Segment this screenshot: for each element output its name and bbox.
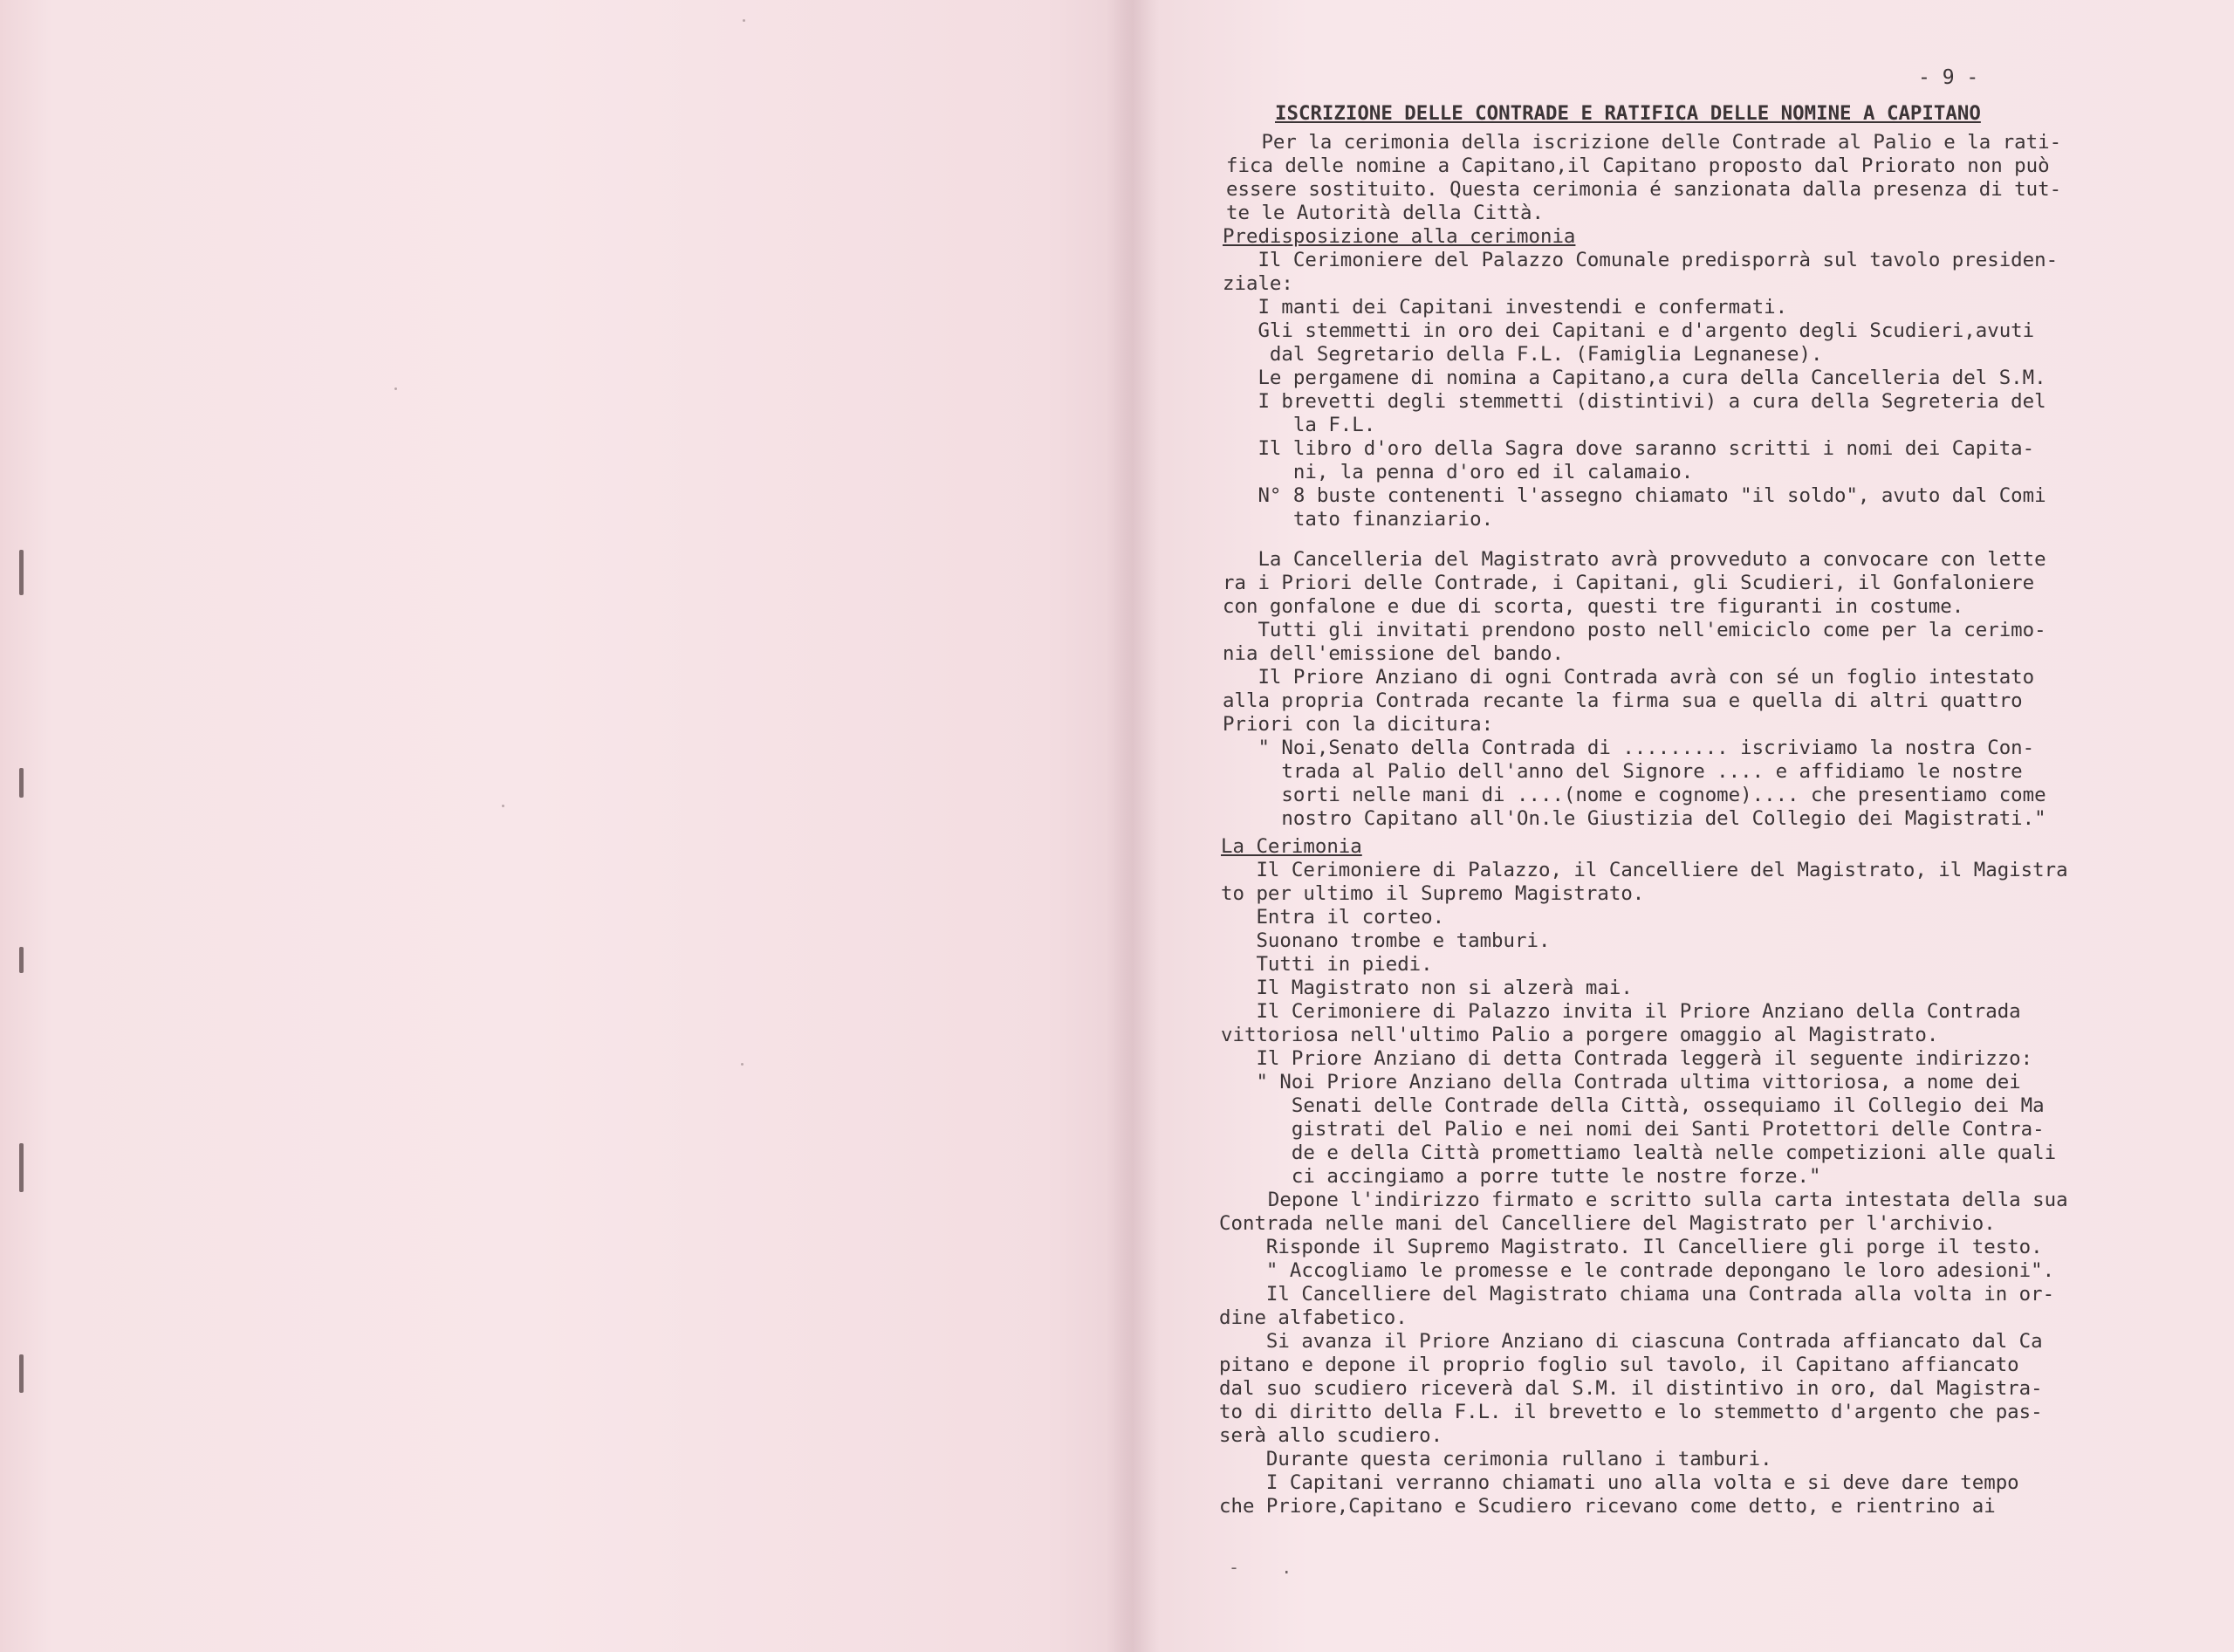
page-edge-mark <box>19 947 24 973</box>
text-line: " Noi Priore Anziano della Contrada ultima vittoriosa, a nome dei <box>1221 1071 2021 1094</box>
text-line: to per ultimo il Supremo Magistrato. <box>1221 882 1645 906</box>
text-line: Il Priore Anziano di detta Contrada leggerà il seguente indirizzo: <box>1221 1047 2033 1071</box>
text-line: Gli stemmetti in oro dei Capitani e d'argento degli Scudieri,avuti <box>1223 319 2035 342</box>
text-line: Tutti in piedi. <box>1221 953 1433 977</box>
text-line: Risponde il Supremo Magistrato. Il Cancelliere gli porge il testo. <box>1219 1236 2043 1259</box>
text-line: " Noi,Senato della Contrada di ......... iscriviamo la nostra Con- <box>1223 736 2035 759</box>
text-line: Suonano trombe e tamburi. <box>1221 929 1551 953</box>
text-line: la F.L. <box>1223 414 1376 436</box>
page-edge-mark <box>19 768 24 798</box>
text-line: Tutti gli invitati prendono posto nell'emiciclo come per la cerimo- <box>1223 618 2046 641</box>
text-line: I brevetti degli stemmetti (distintivi) a cura della Segreteria del <box>1223 390 2046 413</box>
text-line: Durante questa cerimonia rullano i tamburi. <box>1219 1448 1772 1471</box>
text-line: ci accingiamo a porre tutte le nostre forze." <box>1221 1165 1821 1189</box>
paper-speck <box>394 387 397 390</box>
text-line: I manti dei Capitani investendi e confermati. <box>1223 296 1788 319</box>
predisposizione-heading: Predisposizione alla cerimonia <box>1223 225 1576 248</box>
text-line: dal Segretario della F.L. (Famiglia Legnanese). <box>1223 343 1823 366</box>
text-line: te le Autorità della Città. <box>1226 202 1544 224</box>
text-line: gistrati del Palio e nei nomi dei Santi Protettori delle Contra- <box>1221 1118 2045 1141</box>
text-line: nia dell'emissione del bando. <box>1223 641 1564 665</box>
page-bottom-marks: - . <box>1229 1557 1292 1578</box>
text-line: ni, la penna d'oro ed il calamaio. <box>1223 461 1694 483</box>
paper-speck <box>502 805 504 807</box>
text-line: I Capitani verranno chiamati uno alla volta e si deve dare tempo <box>1219 1471 2019 1495</box>
text-line: Il libro d'oro della Sagra dove saranno scritti i nomi dei Capita- <box>1223 437 2035 460</box>
cerimonia-heading: La Cerimonia <box>1221 835 1362 859</box>
text-line: to di diritto della F.L. il brevetto e lo stemmetto d'argento che pas- <box>1219 1401 2043 1424</box>
book-gutter <box>1107 0 1159 1652</box>
text-line: N° 8 buste contenenti l'assegno chiamato "il soldo", avuto dal Comi <box>1223 484 2046 507</box>
text-line: La Cancelleria del Magistrato avrà provveduto a convocare con lette <box>1223 547 2046 571</box>
page-edge-mark <box>19 1143 24 1192</box>
text-line: de e della Città promettiamo lealtà nelle competizioni alle quali <box>1221 1141 2057 1165</box>
text-line: Il Magistrato non si alzerà mai. <box>1221 977 1633 1000</box>
text-line: Priori con la dicitura: <box>1223 712 1494 736</box>
paper-speck <box>741 1063 744 1066</box>
text-line: Entra il corteo. <box>1221 906 1445 929</box>
document-title: ISCRIZIONE DELLE CONTRADE E RATIFICA DELLE NOMINE A CAPITANO <box>1275 102 1981 125</box>
text-line: essere sostituito. Questa cerimonia é sanzionata dalla presenza di tut- <box>1226 178 2062 201</box>
text-line: Il Cerimoniere di Palazzo invita il Priore Anziano della Contrada <box>1221 1000 2021 1024</box>
text-line: che Priore,Capitano e Scudiero ricevano come detto, e rientrino ai <box>1219 1495 1996 1518</box>
text-line: dine alfabetico. <box>1219 1306 1408 1330</box>
text-line: tato finanziario. <box>1223 508 1494 531</box>
text-line: Il Cerimoniere di Palazzo, il Cancelliere del Magistrato, il Magistra <box>1221 859 2068 882</box>
text-line: serà allo scudiero. <box>1219 1424 1443 1448</box>
page-edge-mark <box>19 1354 24 1393</box>
text-line: Contrada nelle mani del Cancelliere del Magistrato per l'archivio. <box>1219 1212 1996 1236</box>
text-line: alla propria Contrada recante la firma sua e quella di altri quattro <box>1223 689 2023 712</box>
text-line: Il Cerimoniere del Palazzo Comunale predisporrà sul tavolo presiden- <box>1223 249 2059 271</box>
text-line: Il Priore Anziano di ogni Contrada avrà con sé un foglio intestato <box>1223 665 2035 689</box>
text-line: " Accogliamo le promesse e le contrade depongano le loro adesioni". <box>1219 1259 2055 1283</box>
text-line: nostro Capitano all'On.le Giustizia del Collegio dei Magistrati." <box>1223 806 2046 830</box>
text-line: Il Cancelliere del Magistrato chiama una Contrada alla volta in or- <box>1219 1283 2055 1306</box>
page-edge-mark <box>19 550 24 595</box>
text-line: trada al Palio dell'anno del Signore .... e affidiamo le nostre <box>1223 759 2023 783</box>
text-line: fica delle nomine a Capitano,il Capitano proposto dal Priorato non può <box>1226 154 2050 177</box>
text-line: ziale: <box>1223 272 1293 295</box>
text-line: con gonfalone e due di scorta, questi tre figuranti in costume. <box>1223 594 1964 618</box>
text-line: Senati delle Contrade della Città, ossequiamo il Collegio dei Ma <box>1221 1094 2045 1118</box>
text-line: Per la cerimonia della iscrizione delle Contrade al Palio e la rati- <box>1226 131 2062 154</box>
paper-speck <box>743 19 745 22</box>
text-line: dal suo scudiero riceverà dal S.M. il distintivo in oro, dal Magistra- <box>1219 1377 2043 1401</box>
text-line: Le pergamene di nomina a Capitano,a cura della Cancelleria del S.M. <box>1223 367 2046 389</box>
page-number: - 9 - <box>1918 66 1979 89</box>
text-line: pitano e depone il proprio foglio sul tavolo, il Capitano affiancato <box>1219 1354 2019 1377</box>
text-line: Depone l'indirizzo firmato e scritto sulla carta intestata della sua <box>1221 1189 2068 1212</box>
text-line: sorti nelle mani di ....(nome e cognome).... che presentiamo come <box>1223 783 2046 806</box>
text-line: ra i Priori delle Contrade, i Capitani, gli Scudieri, il Gonfaloniere <box>1223 571 2035 594</box>
text-line: Si avanza il Priore Anziano di ciascuna Contrada affiancato dal Ca <box>1219 1330 2043 1354</box>
text-line: vittoriosa nell'ultimo Palio a porgere omaggio al Magistrato. <box>1221 1024 1939 1047</box>
